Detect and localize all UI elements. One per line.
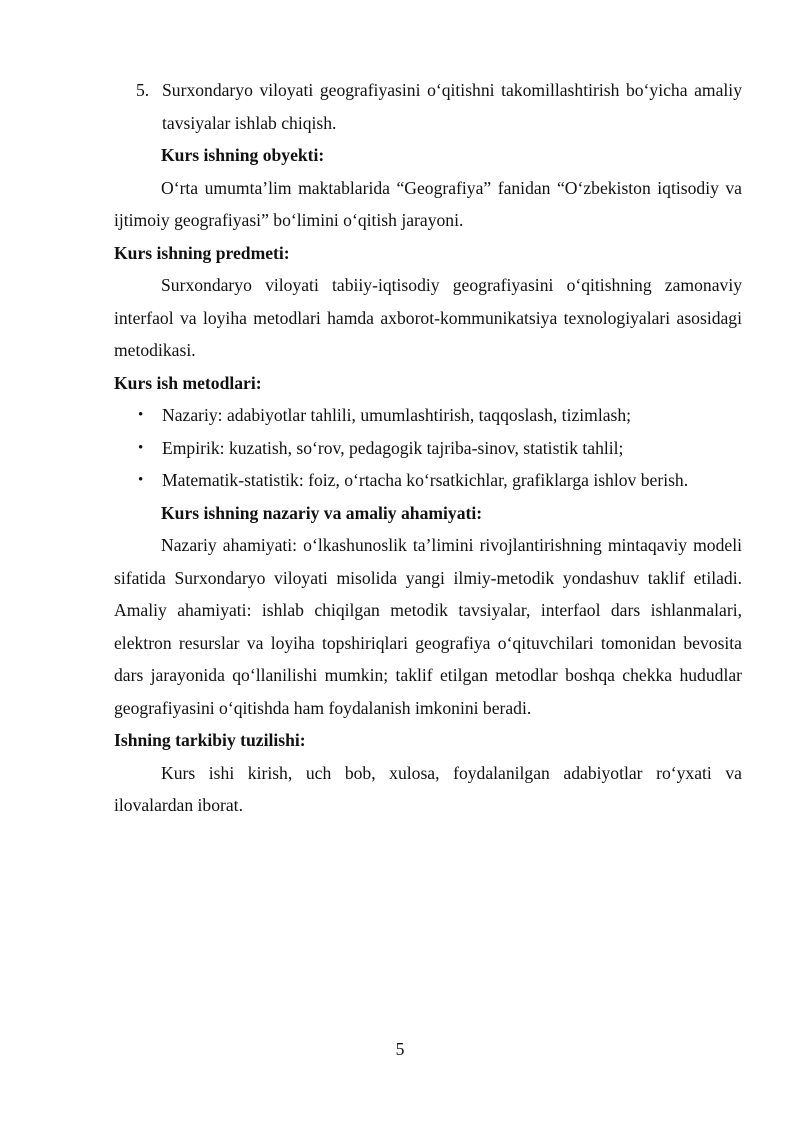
subject-heading: Kurs ishning predmeti:	[114, 242, 290, 263]
numbered-item-5	[114, 74, 742, 139]
list-item-text: Empirik: kuzatish, soʻrov, pedagogik tajriba-sinov, statistik tahlil;	[162, 437, 624, 458]
page-content	[114, 74, 742, 822]
subject-paragraph: Surxondaryo viloyati tabiiy-iqtisodiy geografiyasini oʻqitishning zamonaviy interfaol va loyiha metodlari hamda axborot-kommunikatsiya texnologiyalari asosidagi metodikasi.	[114, 275, 742, 360]
bullet-icon: •	[138, 407, 144, 423]
methods-heading: Kurs ish metodlari:	[114, 372, 262, 393]
structure-paragraph: Kurs ishi kirish, uch bob, xulosa, foydalanilgan adabiyotlar roʻyxati va ilovalardan iborat.	[114, 762, 742, 815]
list-item	[114, 464, 742, 497]
object-heading: Kurs ishning obyekti:	[161, 145, 325, 165]
bullet-icon: •	[138, 472, 144, 488]
list-item-text: Nazariy: adabiyotlar tahlili, umumlashtirish, taqqoslash, tizimlash;	[162, 405, 632, 425]
significance-heading: Kurs ishning nazariy va amaliy ahamiyati:	[161, 502, 483, 523]
methods-list	[114, 399, 742, 497]
object-paragraph: Oʻrta umumta’lim maktablarida “Geografiya” fanidan “Oʻzbekiston iqtisodiy va ijtimoiy geografiyasi” boʻlimini oʻqitish jarayoni.	[114, 177, 742, 230]
significance-paragraph: Nazariy ahamiyati: oʻlkashunoslik ta’limini rivojlantirishning mintaqaviy modeli sifatida Surxondaryo viloyati misolida yangi ilmiy-metodik yondashuv taklif etiladi. Amaliy ahamiyati: ishlab chiqilgan metodik tavsiyalar, interfaol dars ishlanmalari, elektron resurslar va loyiha topshiriqlari geografiya oʻqituvchilari tomonidan bevosita dars jarayonida qoʻllanilishi mumkin; taklif etilgan metodlar boshqa chekka hududlar geografiyasini oʻqitishda ham foydalanish imkonini beradi.	[114, 535, 742, 718]
list-item	[114, 432, 742, 465]
page-number: 5	[395, 1039, 405, 1059]
list-item-text: Matematik-statistik: foiz, oʻrtacha koʻrsatkichlar, grafiklarga ishlov berish.	[162, 470, 689, 490]
bullet-icon: •	[138, 439, 144, 456]
structure-heading: Ishning tarkibiy tuzilishi:	[114, 730, 306, 750]
list-item	[114, 399, 742, 432]
item-text: Surxondaryo viloyati geografiyasini oʻqitishni takomillashtirish boʻyicha amaliy tavsiyalar ishlab chiqish.	[162, 80, 742, 133]
item-number: 5.	[136, 80, 150, 100]
